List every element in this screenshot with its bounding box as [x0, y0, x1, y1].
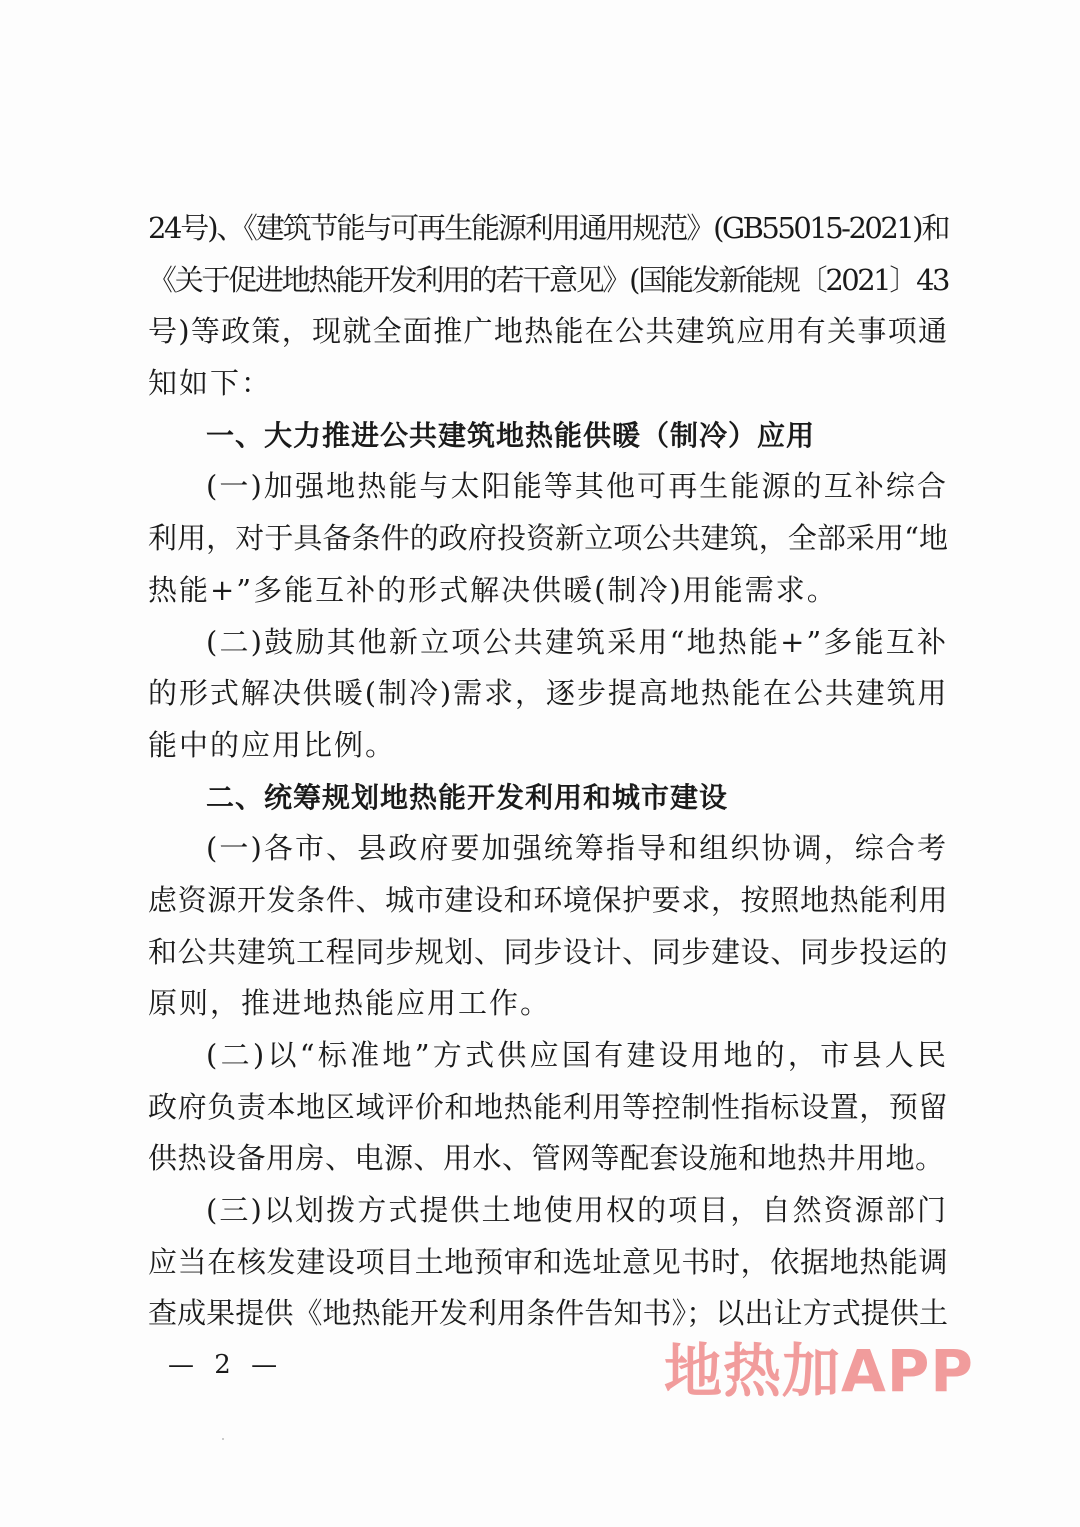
text-line: 和公共建筑工程同步规划、同步设计、同步建设、同步投运的 [148, 934, 948, 969]
text-line: 号)等政策，现就全面推广地热能在公共建筑应用有关事项通 [148, 314, 948, 349]
section-heading: 二、统筹规划地热能开发利用和城市建设 [206, 780, 729, 814]
document-body [148, 203, 948, 1340]
text-line: 24号)、《建筑节能与可再生能源利用通用规范》(GB55015-2021)和 [148, 211, 948, 245]
page-number: — 2 — [168, 1350, 284, 1380]
text-line: 能中的应用比例。 [148, 727, 397, 762]
text-line: 供热设备用房、电源、用水、管网等配套设施和地热井用地。 [148, 1141, 945, 1176]
text-line: (二)鼓励其他新立项公共建筑采用“地热能+”多能互补 [206, 624, 948, 659]
text-line: 热能+”多能互补的形式解决供暖(制冷)用能需求。 [148, 572, 838, 607]
section-heading: 一、大力推进公共建筑地热能供暖（制冷）应用 [206, 418, 816, 452]
text-line: 查成果提供《地热能开发利用条件告知书》；以出让方式提供土 [148, 1296, 948, 1331]
text-line: 虑资源开发条件、城市建设和环境保护要求，按照地热能利用 [148, 882, 948, 917]
text-line: 原则，推进地热能应用工作。 [148, 986, 552, 1021]
text-line: (一)各市、县政府要加强统筹指导和组织协调，综合考 [206, 831, 948, 866]
text-line: 《关于促进地热能开发利用的若干意见》(国能发新能规〔2021〕43 [148, 262, 948, 297]
text-line: 的形式解决供暖(制冷)需求，逐步提高地热能在公共建筑用 [148, 676, 948, 711]
text-line: 利用，对于具备条件的政府投资新立项公共建筑，全部采用“地 [148, 521, 948, 556]
scan-speck [222, 1438, 224, 1440]
text-line: 政府负责本地区域评价和地热能利用等控制性指标设置，预留 [148, 1089, 948, 1124]
text-line: (三)以划拨方式提供土地使用权的项目，自然资源部门 [206, 1193, 948, 1228]
text-line: 知如下： [148, 366, 273, 401]
text-line: (一)加强地热能与太阳能等其他可再生能源的互补综合 [206, 469, 948, 504]
text-line: (二)以“标准地”方式供应国有建设用地的，市县人民 [206, 1038, 948, 1072]
watermark-logo: 地热加APP [664, 1337, 974, 1405]
text-line: 应当在核发建设项目土地预审和选址意见书时，依据地热能调 [148, 1244, 948, 1279]
